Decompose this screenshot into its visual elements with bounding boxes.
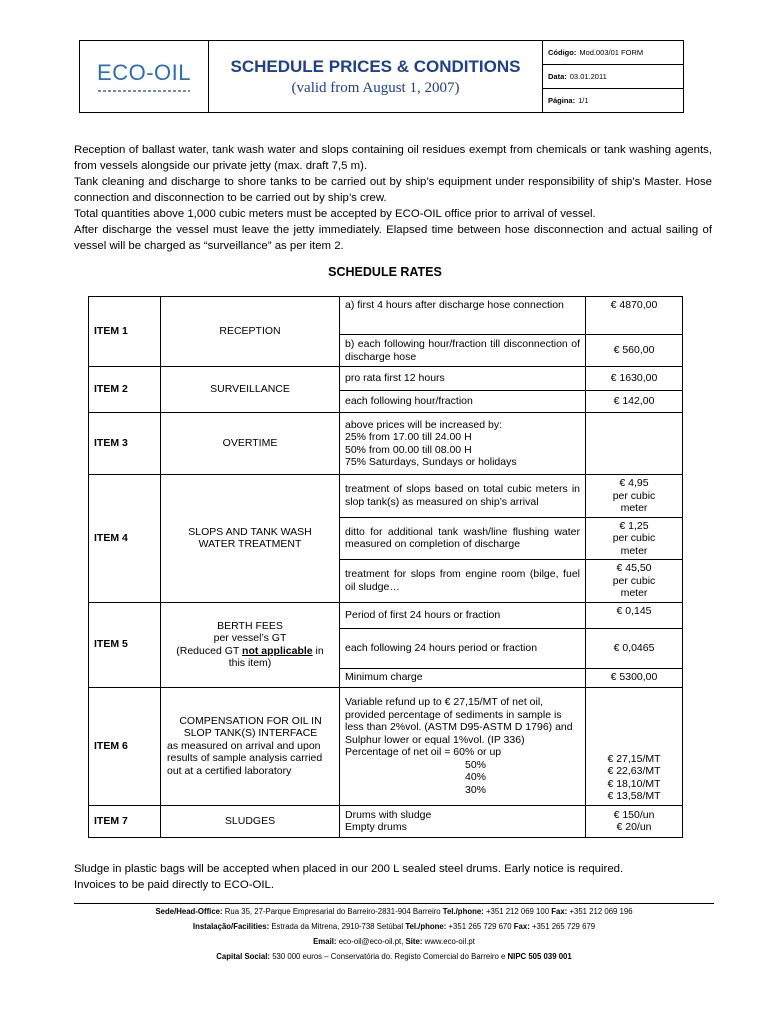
meta-codigo: Código: Mod.003/01 FORM — [548, 48, 644, 57]
item-number: ITEM 6 — [89, 687, 161, 805]
logo-tagline-graphic — [98, 90, 190, 92]
meta-pagina: Página: 1/1 — [543, 88, 683, 112]
item-price: € 1,25 per cubic meter — [586, 517, 683, 560]
item-price: € 5300,00 — [586, 668, 683, 687]
item-price: € 4870,00 — [586, 297, 683, 335]
intro-text — [74, 142, 712, 254]
table-row — [89, 475, 683, 518]
item-description: Minimum charge — [340, 668, 586, 687]
item-description: a) first 4 hours after discharge hose connection — [340, 297, 586, 335]
item-number: ITEM 7 — [89, 805, 161, 837]
item-number: ITEM 5 — [89, 602, 161, 687]
item-number: ITEM 2 — [89, 367, 161, 413]
document-subtitle: (valid from August 1, 2007) — [291, 79, 460, 96]
item-category: BERTH FEES per vessel’s GT (Reduced GT not applicable in this item) — [161, 602, 340, 687]
logo-text: ECO-OIL — [97, 59, 191, 85]
site-link[interactable]: www.eco-oil.pt — [424, 937, 475, 946]
document-header — [79, 40, 684, 113]
table-row — [89, 805, 683, 837]
document-title: SCHEDULE PRICES & CONDITIONS — [230, 56, 521, 76]
header-meta — [543, 41, 683, 112]
table-row — [89, 413, 683, 475]
item-category: SLUDGES — [161, 805, 340, 837]
schedule-rates-heading: SCHEDULE RATES — [328, 265, 442, 279]
footer-divider — [74, 903, 714, 904]
email-link[interactable]: eco-oil@eco-oil.pt, — [338, 937, 404, 946]
item-category: SURVEILLANCE — [161, 367, 340, 413]
header-title-block — [209, 41, 543, 112]
item-price: € 150/un € 20/un — [586, 805, 683, 837]
item-description: above prices will be increased by: 25% from 17.00 till 24.00 H 50% from 00.00 till 08.00 H 75% Saturdays, Sundays or holidays — [340, 413, 586, 475]
footer-facilities: Instalação/Facilities: Estrada da Mitrena, 2910-738 Setúbal Tel./phone: +351 265 729 670 Fax: +351 265 729 679 — [192, 922, 596, 931]
item-price-empty — [586, 413, 683, 475]
item-description: each following hour/fraction — [340, 391, 586, 413]
company-logo — [80, 41, 209, 112]
intro-paragraph: Tank cleaning and discharge to shore tanks to be carried out by ship’s equipment under responsibility of ship’s Master. Hose connection and disconnection to be carried out by ship’s crew. — [74, 176, 712, 204]
meta-data: Data: 03.01.2011 — [543, 64, 683, 88]
note-line: Sludge in plastic bags will be accepted when placed in our 200 L sealed steel drums. Early notice is required. — [74, 863, 624, 875]
footer-contact: Email: eco-oil@eco-oil.pt, Site: www.eco-oil.pt — [313, 937, 475, 946]
item-description: ditto for additional tank wash/line flushing water measured on completion of discharge — [340, 517, 586, 560]
item-category: COMPENSATION FOR OIL IN SLOP TANK(S) INTERFACE as measured on arrival and upon results of sample analysis carried out at a certified laboratory — [161, 687, 340, 805]
item-category: RECEPTION — [161, 297, 340, 367]
note-line: Invoices to be paid directly to ECO-OIL. — [74, 879, 275, 891]
item-price: € 45,50 per cubic meter — [586, 560, 683, 603]
item-description: Period of first 24 hours or fraction — [340, 602, 586, 628]
intro-paragraph: Total quantities above 1,000 cubic meters must be accepted by ECO-OIL office prior to arrival of vessel. — [74, 208, 596, 220]
intro-paragraph: After discharge the vessel must leave the jetty immediately. Elapsed time between hose disconnection and actual sailing of vessel will be charged as “surveillance” as per item 2. — [74, 224, 712, 252]
item-price: € 4,95 per cubic meter — [586, 475, 683, 518]
item-price: € 0,0465 — [586, 628, 683, 668]
item-number: ITEM 3 — [89, 413, 161, 475]
intro-paragraph: Reception of ballast water, tank wash water and slops containing oil residues exempt from chemicals or tank washing agents, from vessels alongside our private jetty (max. draft 7,5 m). — [74, 144, 712, 172]
item-category: SLOPS AND TANK WASH WATER TREATMENT — [161, 475, 340, 603]
item-description: treatment of slops based on total cubic meters in slop tank(s) as measured on ship’s arrival — [340, 475, 586, 518]
schedule-rates-table — [88, 296, 683, 838]
table-row — [89, 367, 683, 391]
table-row — [89, 687, 683, 805]
item-price: € 142,00 — [586, 391, 683, 413]
item-description: each following 24 hours period or fraction — [340, 628, 586, 668]
footer-head-office: Sede/Head-Office: Rua 35, 27-Parque Empresarial do Barreiro-2831-904 Barreiro Tel./phone: +351 212 069 100 Fax: +351 212 069 196 — [155, 907, 633, 916]
item-description: b) each following hour/fraction till disconnection of discharge hose — [340, 335, 586, 367]
item-description: Variable refund up to € 27,15/MT of net oil, provided percentage of sediments in sample is less than 2%vol. (ASTM D95-ASTM D 1796) and Sulphur lower or equal 1%vol. (IP 336) Percentage of net oil = 60% or up 50% 40% 30% — [340, 687, 586, 805]
item-price: € 1630,00 — [586, 367, 683, 391]
item-category: OVERTIME — [161, 413, 340, 475]
item-price: € 560,00 — [586, 335, 683, 367]
table-row — [89, 602, 683, 628]
item-number: ITEM 4 — [89, 475, 161, 603]
footer-capital: Capital Social: 530 000 euros – Conservatória do. Registo Comercial do Barreiro e NIPC 505 039 001 — [216, 952, 572, 961]
not-applicable-emphasis: not applicable — [242, 644, 313, 657]
closing-note — [74, 861, 714, 893]
item-price: € 27,15/MT € 22,63/MT € 18,10/MT € 13,58/MT — [586, 687, 683, 805]
item-description: Drums with sludge Empty drums — [340, 805, 586, 837]
item-description: treatment for slops from engine room (bilge, fuel oil sludge… — [340, 560, 586, 603]
item-price: € 0,145 — [586, 602, 683, 628]
item-number: ITEM 1 — [89, 297, 161, 367]
table-row — [89, 297, 683, 335]
item-description: pro rata first 12 hours — [340, 367, 586, 391]
